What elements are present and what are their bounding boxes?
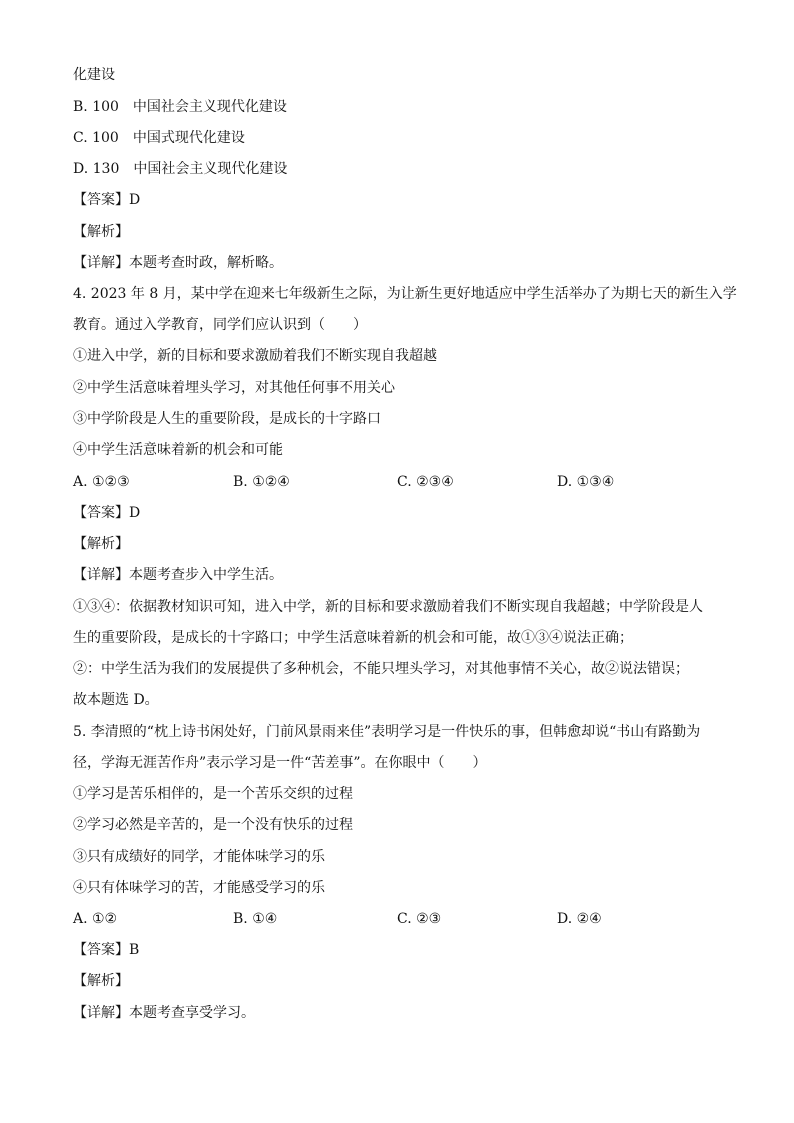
q4-options-row (73, 472, 723, 492)
q4-option-d: D. ①③④ (557, 474, 615, 490)
answer-q3: 【答案】D (73, 192, 141, 208)
q4-explanation-1: ①③④：依据教材知识可知，进入中学，新的目标和要求激励着我们不断实现自我超越；中学阶段是人 (73, 599, 703, 615)
q5-options-row (73, 909, 723, 929)
q4-explanation-2: ②：中学生活为我们的发展提供了多种机会，不能只埋头学习，对其他事情不关心，故②说法错误； (73, 661, 689, 677)
option-d-q3: D. 130 中国社会主义现代化建设 (73, 161, 288, 177)
option-c-q3: C. 100 中国式现代化建设 (73, 130, 245, 146)
q4-option-c: C. ②③④ (397, 474, 454, 490)
detail-q5: 【详解】本题考查享受学习。 (73, 1005, 255, 1021)
q5-option-d: D. ②④ (557, 911, 602, 927)
q5-statement-1: ①学习是苦乐相伴的，是一个苦乐交织的过程 (73, 786, 353, 802)
question-4-stem-cont: 教育。通过入学教育，同学们应认识到（ ） (73, 317, 367, 333)
question-5-stem: 5. 李清照的“枕上诗书闲处好，门前风景雨来佳”表明学习是一件快乐的事，但韩愈却说“书山有路勤为 (73, 724, 701, 740)
q4-option-a: A. ①②③ (73, 474, 130, 490)
q4-explanation-1-cont: 生的重要阶段，是成长的十字路口；中学生活意味着新的机会和可能，故①③④说法正确； (73, 630, 633, 646)
q5-option-c: C. ②③ (397, 911, 442, 927)
q5-option-b: B. ①④ (233, 911, 278, 927)
text-line: 化建设 (73, 67, 115, 83)
detail-q3: 【详解】本题考查时政，解析略。 (73, 255, 283, 271)
q4-statement-1: ①进入中学，新的目标和要求激励着我们不断实现自我超越 (73, 348, 437, 364)
q5-option-a: A. ①② (73, 911, 118, 927)
q4-conclusion: 故本题选 D。 (73, 692, 159, 708)
q5-statement-3: ③只有成绩好的同学，才能体味学习的乐 (73, 849, 325, 865)
answer-q4: 【答案】D (73, 505, 141, 521)
q4-statement-4: ④中学生活意味着新的机会和可能 (73, 442, 283, 458)
q5-statement-2: ②学习必然是辛苦的，是一个没有快乐的过程 (73, 817, 353, 833)
option-b-q3: B. 100 中国社会主义现代化建设 (73, 99, 287, 115)
q4-statement-2: ②中学生活意味着埋头学习，对其他任何事不用关心 (73, 380, 395, 396)
q5-statement-4: ④只有体味学习的苦，才能感受学习的乐 (73, 880, 325, 896)
analysis-heading-q5: 【解析】 (73, 973, 129, 989)
question-4-stem: 4. 2023 年 8 月，某中学在迎来七年级新生之际，为让新生更好地适应中学生活举办了为期七天的新生入学 (73, 286, 737, 302)
analysis-heading-q4: 【解析】 (73, 536, 129, 552)
answer-q5: 【答案】B (73, 942, 140, 958)
question-5-stem-cont: 径，学海无涯苦作舟”表示学习是一件“苦差事”。在你眼中（ ） (73, 755, 487, 771)
q4-option-b: B. ①②④ (233, 474, 290, 490)
analysis-heading-q3: 【解析】 (73, 224, 129, 240)
detail-q4: 【详解】本题考查步入中学生活。 (73, 567, 283, 583)
q4-statement-3: ③中学阶段是人生的重要阶段，是成长的十字路口 (73, 411, 381, 427)
